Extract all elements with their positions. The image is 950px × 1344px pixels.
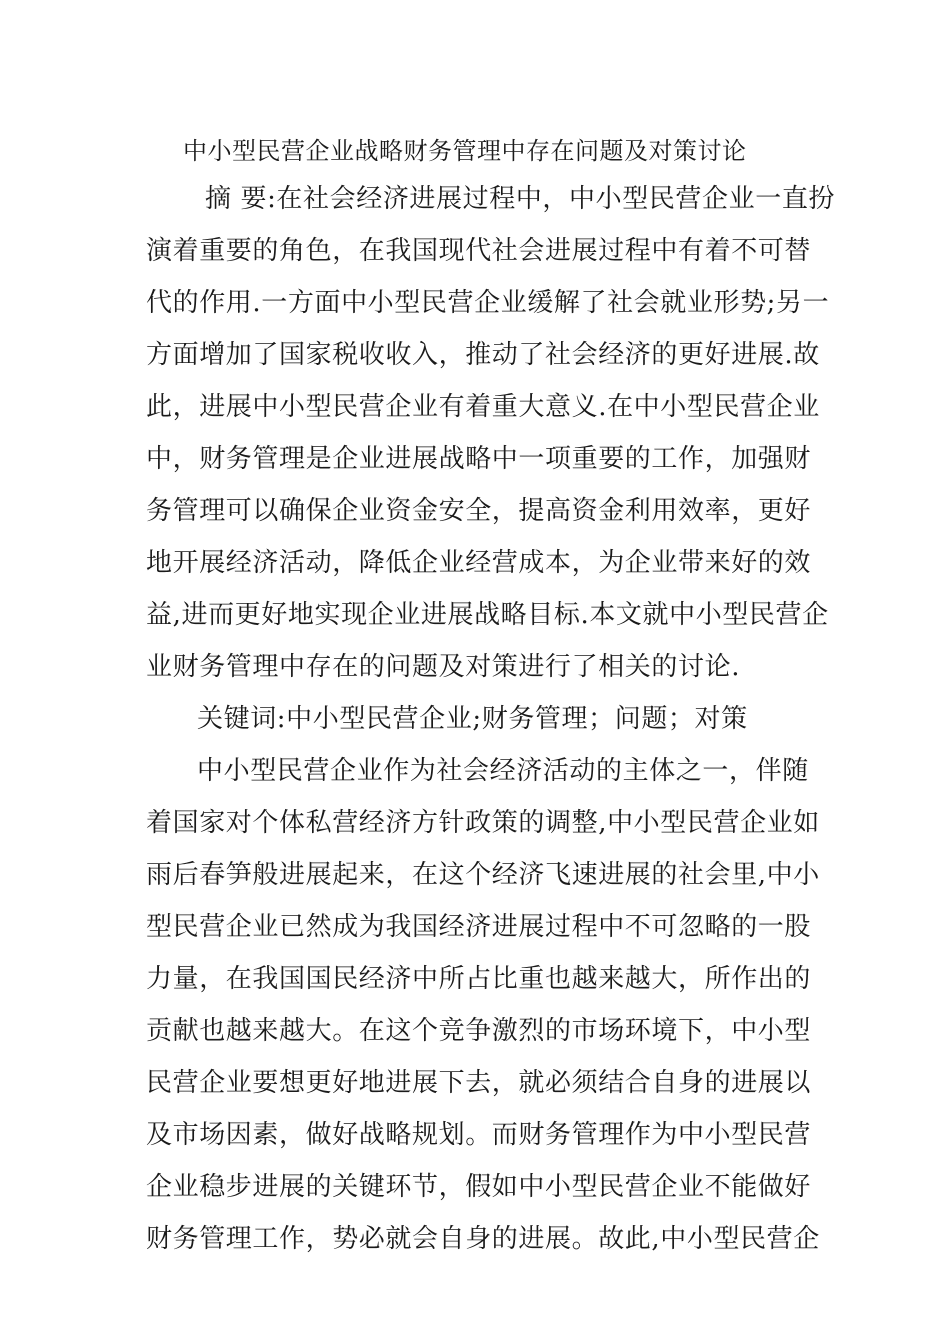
body-line: 企业稳步进展的关键环节，假如中小型民营企业不能做好 [146,1172,812,1202]
body-line: 财务管理工作，势必就会自身的进展。故此,中小型民营企 [146,1224,820,1254]
document-title: 中小型民营企业战略财务管理中存在问题及对策讨论 [183,137,747,165]
body-line: 民营企业要想更好地进展下去，就必须结合自身的进展以 [146,1068,812,1098]
body-line: 型民营企业已然成为我国经济进展过程中不可忽略的一股 [146,912,812,942]
body-line: 着国家对个体私营经济方针政策的调整,中小型民营企业如 [146,808,820,838]
keywords-line: 关键词:中小型民营企业;财务管理；问题；对策 [197,704,748,734]
body-line: 雨后春笋般进展起来，在这个经济飞速进展的社会里,中小 [146,860,820,890]
abstract-line: 业财务管理中存在的问题及对策进行了相关的讨论. [146,652,741,682]
abstract-line: 务管理可以确保企业资金安全，提高资金利用效率，更好 [146,496,812,526]
abstract-line: 中，财务管理是企业进展战略中一项重要的工作，加强财 [146,444,812,474]
abstract-line: 益,进而更好地实现企业进展战略目标.本文就中小型民营企 [146,600,829,630]
abstract-line: 代的作用.一方面中小型民营企业缓解了社会就业形势;另一 [146,288,830,318]
abstract-line: 地开展经济活动，降低企业经营成本，为企业带来好的效 [146,548,812,578]
abstract-line: 演着重要的角色，在我国现代社会进展过程中有着不可替 [146,236,812,266]
body-line: 及市场因素，做好战略规划。而财务管理作为中小型民营 [146,1120,812,1150]
body-line: 中小型民营企业作为社会经济活动的主体之一，伴随 [197,756,809,786]
abstract-line: 方面增加了国家税收收入，推动了社会经济的更好进展.故 [146,340,820,370]
abstract-line: 摘 要:在社会经济进展过程中，中小型民营企业一直扮 [205,184,836,214]
abstract-line: 此，进展中小型民营企业有着重大意义.在中小型民营企业 [146,392,820,422]
body-line: 力量，在我国国民经济中所占比重也越来越大，所作出的 [146,964,812,994]
body-line: 贡献也越来越大。在这个竞争激烈的市场环境下，中小型 [146,1016,812,1046]
